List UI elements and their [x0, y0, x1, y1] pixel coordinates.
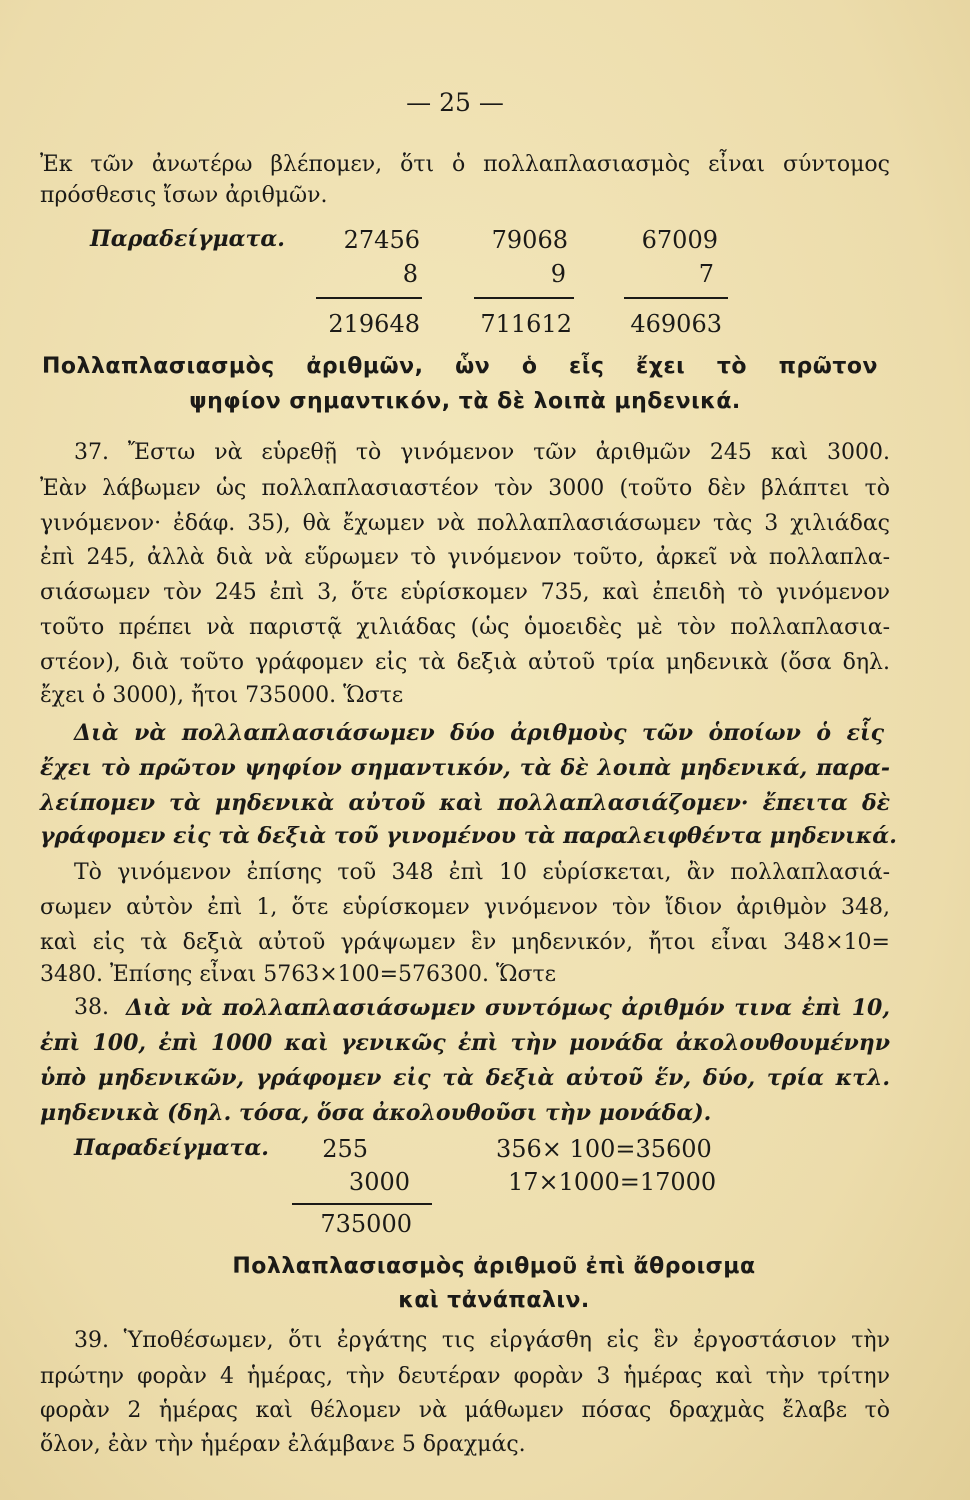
text-line: Ἐὰν λάβωμεν ὡς πολλαπλασιαστέον τὸν 3000 (τοῦτο δὲν βλάπτει τὸ [40, 476, 890, 501]
example-multiplier: 8 [402, 260, 418, 288]
heading-line: Πολλαπλασιασμὸς ἀριθμοῦ ἐπὶ ἄθροισμα [232, 1254, 756, 1279]
text-line: ὑπὸ μηδενικῶν, γράφομεν εἰς τὰ δεξιὰ αὐτοῦ ἕν, δύο, τρία κτλ. [40, 1065, 890, 1091]
text-line: 37. Ἔστω νὰ εὑρεθῇ τὸ γινόμενον τῶν ἀριθμῶν 245 καὶ 3000. [74, 440, 890, 465]
example-rule [474, 297, 574, 299]
example-result: 219648 [328, 310, 420, 338]
text-line: τοῦτο πρέπει νὰ παριστᾷ χιλιάδας (ὡς ὁμοειδὲς μὲ τὸν πολλαπλασια- [40, 615, 890, 640]
text-line: γινόμενον· ἐδάφ. 35), θὰ ἔχωμεν νὰ πολλαπλασιάσωμεν τὰς 3 χιλιάδας [40, 511, 890, 536]
intro-line: πρόσθεσις ἴσων ἀριθμῶν. [40, 183, 328, 208]
text-line: μηδενικὰ (δηλ. τόσα, ὅσα ἀκολουθοῦσι τὴν μονάδα). [40, 1100, 712, 1126]
text-line: Διὰ νὰ πολλαπλασιάσωμεν συντόμως ἀριθμόν τινα ἐπὶ 10, [126, 995, 890, 1021]
heading-line: ψηφίον σημαντικόν, τὰ δὲ λοιπὰ μηδενικά. [189, 389, 741, 414]
text-line: σιάσωμεν τὸν 245 ἐπὶ 3, ὅτε εὑρίσκομεν 735, καὶ ἐπειδὴ τὸ γινόμενον [40, 580, 890, 605]
text-line: ἐπὶ 245, ἀλλὰ διὰ νὰ εὕρωμεν τὸ γινόμενον τοῦτο, ἀρκεῖ νὰ πολλαπλα- [40, 545, 890, 570]
equation: 17×1000=17000 [508, 1168, 717, 1196]
text-line: λείπομεν τὰ μηδενικὰ αὐτοῦ καὶ πολλαπλασιάζομεν· ἔπειτα δὲ [40, 790, 890, 816]
example-top-number: 67009 [641, 226, 718, 254]
example-result: 711612 [480, 310, 572, 338]
paragraph-number: 38. [74, 995, 109, 1020]
text-line: σωμεν αὐτὸν ἐπὶ 1, ὅτε εὑρίσκομεν γινόμενον τὸν ἴδιον ἀριθμὸν 348, [40, 895, 890, 920]
example-multiplier: 7 [698, 260, 714, 288]
text-line: γράφομεν εἰς τὰ δεξιὰ τοῦ γινομένου τὰ παραλειφθέντα μηδενικά. [40, 823, 897, 849]
examples-label: Παραδείγματα. [90, 226, 285, 252]
text-line: ὅλον, ἐὰν τὴν ἡμέραν ἐλάμβανε 5 δραχμάς. [40, 1432, 526, 1457]
text-line: 3480. Ἐπίσης εἶναι 5763×100=576300. Ὥστε [40, 962, 557, 987]
text-line: φορὰν 2 ἡμέρας καὶ θέλομεν νὰ μάθωμεν πόσας δραχμὰς ἔλαβε τὸ [40, 1398, 890, 1423]
example-multiplier: 9 [550, 260, 566, 288]
text-line: Διὰ νὰ πολλαπλασιάσωμεν δύο ἀριθμοὺς τῶν ὁποίων ὁ εἷς [74, 720, 884, 746]
text-line: Τὸ γινόμενον ἐπίσης τοῦ 348 ἐπὶ 10 εὑρίσκεται, ἂν πολλαπλασιά- [74, 860, 890, 885]
example-top-number: 79068 [491, 226, 568, 254]
equation: 356× 100=35600 [496, 1135, 712, 1163]
examples-label: Παραδείγματα. [74, 1135, 269, 1161]
heading-line: καὶ τἀνάπαλιν. [398, 1288, 590, 1313]
text-line: ἔχει τὸ πρῶτον ψηφίον σημαντικόν, τὰ δὲ λοιπὰ μηδενικά, παρα- [40, 755, 890, 781]
heading-line: Πολλαπλασιασμὸς ἀριθμῶν, ὧν ὁ εἷς ἔχει τὸ πρῶτον [42, 354, 878, 379]
example-top-number: 27456 [343, 226, 420, 254]
page-number: — 25 — [406, 88, 504, 117]
example-rule [292, 1203, 432, 1205]
text-line: πρώτην φορὰν 4 ἡμέρας, τὴν δευτέραν φορὰν 3 ἡμέρας καὶ τὴν τρίτην [40, 1364, 890, 1389]
text-line: 39. Ὑποθέσωμεν, ὅτι ἐργάτης τις εἰργάσθη εἰς ἓν ἐργοστάσιον τὴν [74, 1328, 890, 1353]
example-multiplier: 3000 [348, 1168, 410, 1196]
text-line: στέον), διὰ τοῦτο γράφομεν εἰς τὰ δεξιὰ αὐτοῦ τρία μηδενικὰ (ὅσα δηλ. [40, 650, 890, 675]
text-line: καὶ εἰς τὰ δεξιὰ αὐτοῦ γράψωμεν ἓν μηδενικόν, ἤτοι εἶναι 348×10= [40, 930, 890, 955]
text-line: ἐπὶ 100, ἐπὶ 1000 καὶ γενικῶς ἐπὶ τὴν μονάδα ἀκολουθουμένην [40, 1030, 890, 1056]
intro-line: Ἐκ τῶν ἀνωτέρω βλέπομεν, ὅτι ὁ πολλαπλασιασμὸς εἶναι σύντομος [40, 152, 890, 177]
example-result: 469063 [630, 310, 722, 338]
example-top-number: 255 [322, 1135, 368, 1163]
example-rule [624, 297, 728, 299]
text-line: ἔχει ὁ 3000), ἤτοι 735000. Ὥστε [40, 683, 404, 708]
example-result: 735000 [320, 1210, 412, 1238]
example-rule [316, 297, 422, 299]
